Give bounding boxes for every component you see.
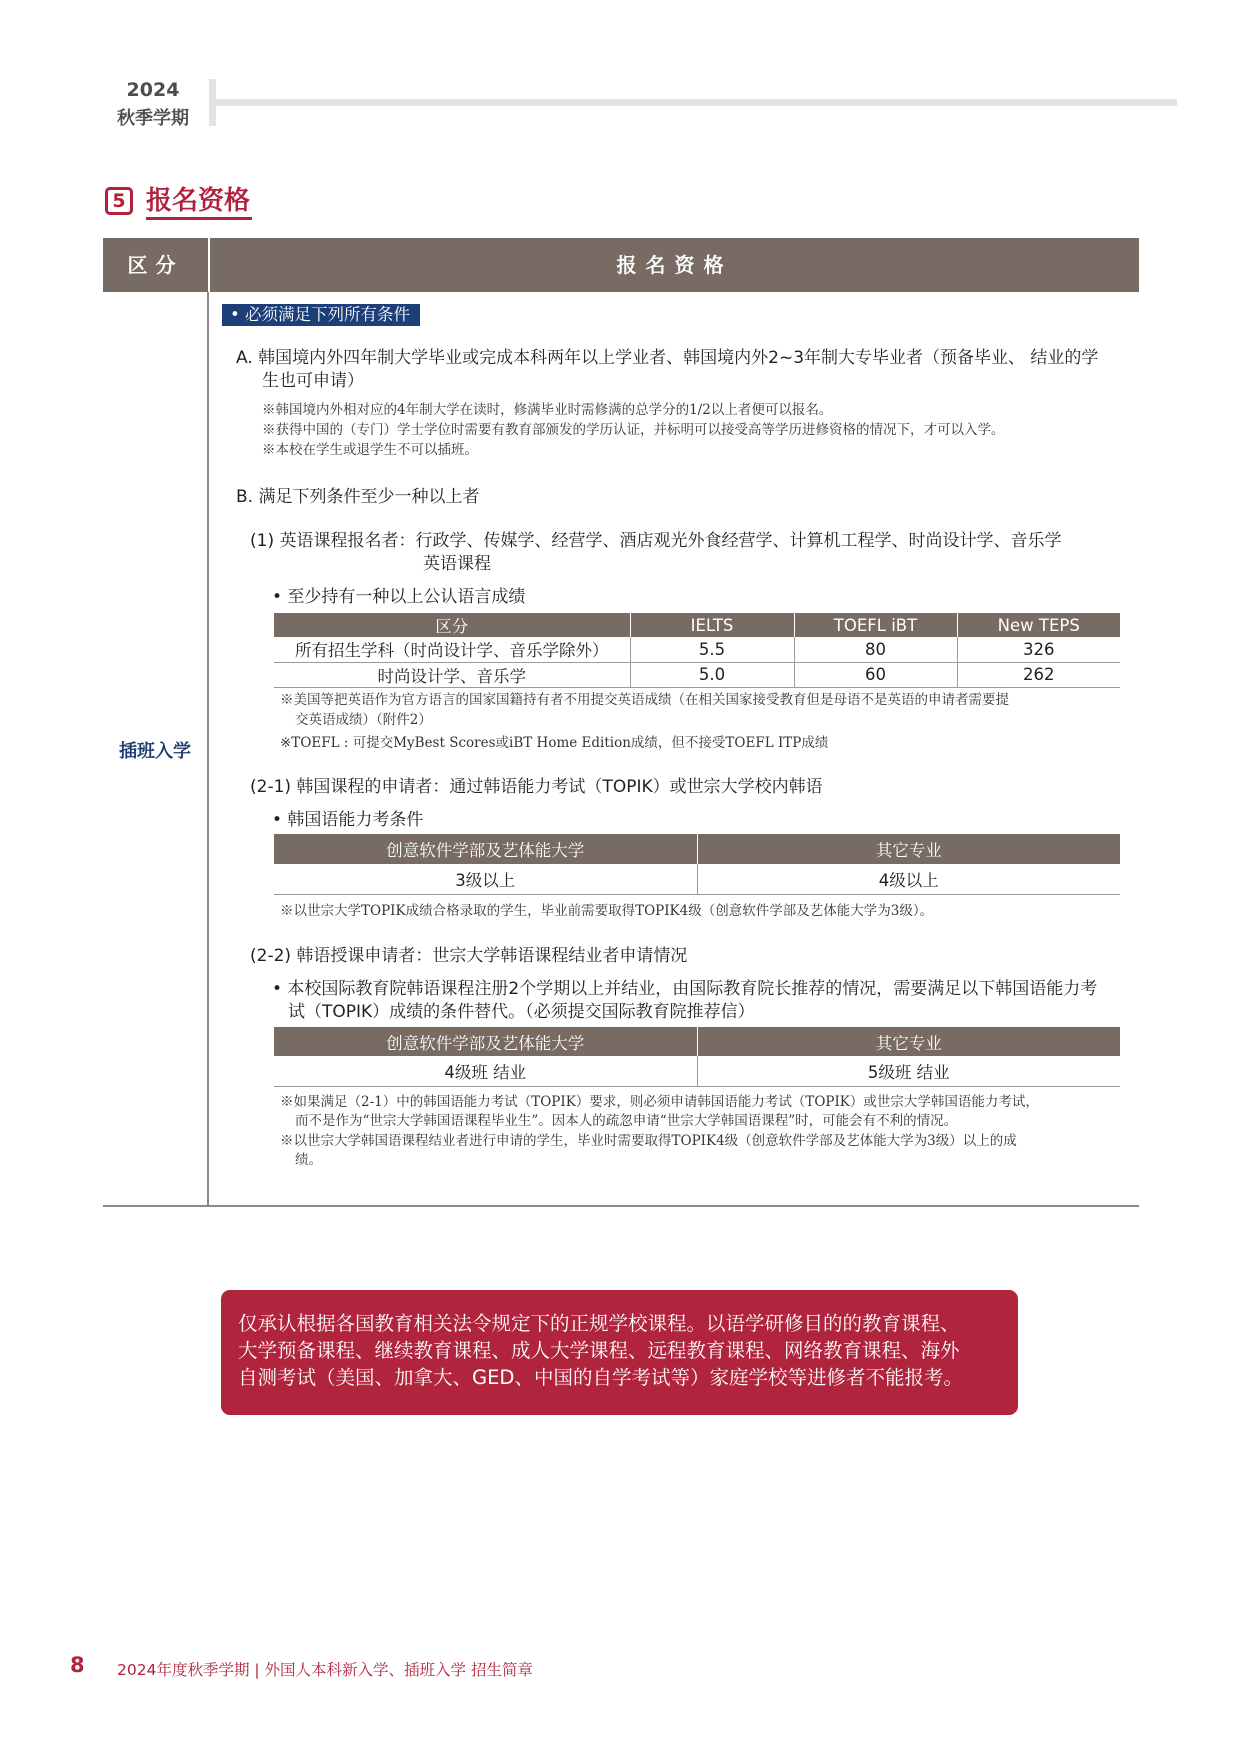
- footer-text: 2024年度秋季学期 | 外国人本科新入学、插班入学 招生简章: [117, 1661, 533, 1679]
- topik-table: [274, 834, 1120, 895]
- final-note: ※如果满足（2-1）中的韩国语能力考试（TOPIK）要求，则必须申请韩国语能力考试（TOPIK）或世宗大学韩国语能力考试，: [280, 1094, 1039, 1110]
- column-header: 其它专业: [697, 1027, 1120, 1056]
- table-cell: 4级班 结业: [274, 1056, 697, 1086]
- column-header: New TEPS: [957, 613, 1120, 637]
- table-cell: 5级班 结业: [697, 1056, 1120, 1086]
- column-header: 区分: [274, 613, 630, 637]
- table-bottom-border: [103, 1205, 1139, 1207]
- header-term: 秋季学期: [117, 108, 189, 129]
- table-header-row: [274, 1027, 1120, 1056]
- korean-completion-line: (2-2) 韩语授课申请者：世宗大学韩语课程结业者申请情况: [250, 946, 688, 966]
- korean-course-line: (2-1) 韩国课程的申请者：通过韩语能力考试（TOPIK）或世宗大学校内韩语: [250, 777, 823, 797]
- table-cell: 5.5: [630, 637, 794, 662]
- column-divider: [207, 292, 209, 1206]
- column-header: 创意软件学部及艺体能大学: [274, 834, 697, 864]
- column-header: IELTS: [630, 613, 794, 637]
- table-cell: 60: [794, 662, 957, 687]
- table-cell: 80: [794, 637, 957, 662]
- table-header-row: [274, 834, 1120, 864]
- row-label-transfer: 插班入学: [119, 741, 191, 762]
- must-meet-badge: • 必须满足下列所有条件: [222, 304, 420, 326]
- section-title: 报名资格: [146, 186, 251, 216]
- table-cell: 3级以上: [274, 864, 697, 894]
- notice-line: 大学预备课程、继续教育课程、成人大学课程、远程教育课程、网络教育课程、海外: [238, 1339, 960, 1362]
- final-note: 而不是作为“世宗大学韩国语课程毕业生”。因本人的疏忽申请“世宗大学韩国语课程”时，可能会有不利的情况。: [295, 1113, 958, 1129]
- table-cell: 262: [957, 662, 1120, 687]
- course-completion-table: [274, 1027, 1120, 1087]
- main-table-header: [103, 238, 1139, 292]
- english-note: 交英语成绩）（附件2）: [295, 712, 432, 728]
- completion-bullet-line2: 试（TOPIK）成绩的条件替代。（必须提交国际教育院推荐信）: [288, 1002, 755, 1022]
- column-header: 创意软件学部及艺体能大学: [274, 1027, 697, 1056]
- table-row: [274, 864, 1120, 894]
- condition-a-line2: 生也可申请）: [262, 371, 364, 391]
- condition-a-note: ※本校在学生或退学生不可以插班。: [262, 442, 478, 458]
- footer-page-number: 8: [70, 1653, 85, 1677]
- section-number-badge: 5: [105, 187, 133, 215]
- english-course-line2: 英语课程: [423, 554, 491, 574]
- column-header: TOEFL iBT: [794, 613, 957, 637]
- english-note: ※TOEFL : 可提交MyBest Scores或iBT Home Edition成绩，但不接受TOEFL ITP成绩: [280, 735, 829, 751]
- english-note: ※美国等把英语作为官方语言的国家国籍持有者不用提交英语成绩（在相关国家接受教育但是母语不是英语的申请者需要提: [280, 692, 1009, 708]
- english-score-table: [274, 613, 1120, 688]
- condition-a-note: ※韩国境内外相对应的4年制大学在读时，修满毕业时需修满的总学分的1/2以上者便可以报名。: [262, 402, 833, 418]
- table-row: [274, 637, 1120, 662]
- final-note: 绩。: [295, 1152, 322, 1168]
- condition-b-line: B. 满足下列条件至少一种以上者: [236, 487, 480, 507]
- table-cell: 4级以上: [697, 864, 1120, 894]
- table-header-row: [274, 613, 1120, 637]
- table-cell: 时尚设计学、音乐学: [274, 662, 630, 687]
- table-row: [274, 662, 1120, 687]
- topik-condition-bullet: • 韩国语能力考条件: [272, 810, 424, 830]
- table-cell: 所有招生学科（时尚设计学、音乐学除外）: [274, 637, 630, 662]
- header-horizontal-bar: [216, 99, 1177, 106]
- notice-box: [221, 1290, 1018, 1415]
- header-qualification: 报名资格: [616, 253, 733, 277]
- notice-line: 仅承认根据各国教育相关法令规定下的正规学校课程。以语学研修目的的教育课程、: [238, 1312, 960, 1335]
- english-score-bullet: • 至少持有一种以上公认语言成绩: [272, 587, 526, 607]
- section-title-underline: [146, 217, 252, 220]
- table-row: [274, 1056, 1120, 1086]
- header-vertical-bar: [209, 79, 216, 126]
- final-note: ※以世宗大学韩国语课程结业者进行申请的学生，毕业时需要取得TOPIK4级（创意软件学部及艺体能大学为3级）以上的成: [280, 1133, 1017, 1149]
- column-header: 其它专业: [697, 834, 1120, 864]
- condition-a-note: ※获得中国的（专门）学士学位时需要有教育部颁发的学历认证，并标明可以接受高等学历进修资格的情况下，才可以入学。: [262, 422, 1005, 438]
- english-course-line1: (1) 英语课程报名者：行政学、传媒学、经营学、酒店观光外食经营学、计算机工程学、时尚设计学、音乐学: [250, 531, 1062, 551]
- topik-note: ※以世宗大学TOPIK成绩合格录取的学生，毕业前需要取得TOPIK4级（创意软件学部及艺体能大学为3级）。: [280, 903, 934, 919]
- table-cell: 326: [957, 637, 1120, 662]
- header-year: 2024: [126, 79, 180, 101]
- header-category: 区分: [127, 253, 184, 277]
- table-cell: 5.0: [630, 662, 794, 687]
- notice-line: 自测考试（美国、加拿大、GED、中国的自学考试等）家庭学校等进修者不能报考。: [238, 1366, 963, 1389]
- completion-bullet-line1: • 本校国际教育院韩语课程注册2个学期以上并结业，由国际教育院长推荐的情况，需要满足以下韩国语能力考: [272, 979, 1098, 999]
- condition-a-line1: A. 韩国境内外四年制大学毕业或完成本科两年以上学业者、韩国境内外2~3年制大专毕业者（预备毕业、 结业的学: [236, 348, 1099, 368]
